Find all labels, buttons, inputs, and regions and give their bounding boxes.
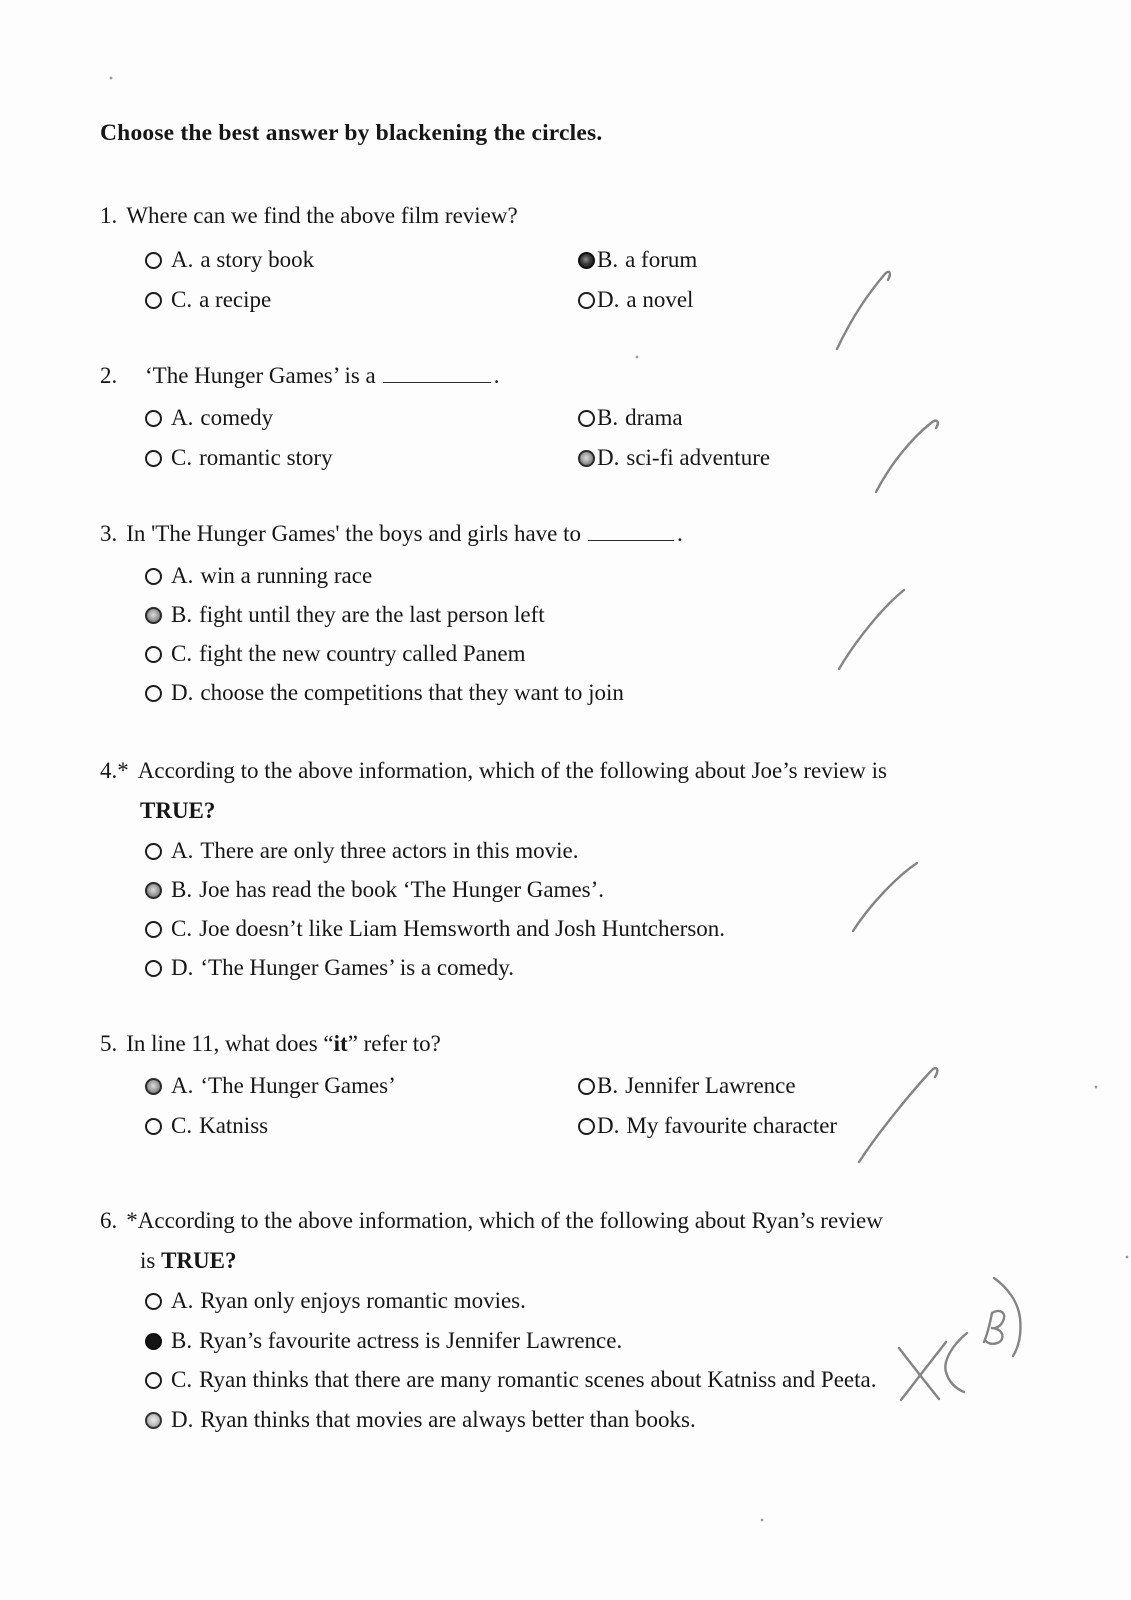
answer-bubble: [145, 843, 162, 860]
option-label: B.: [597, 405, 619, 430]
question-6-row-a: [100, 1285, 1131, 1317]
question-5-option-c: [145, 1113, 268, 1139]
question-4-row-a: [100, 835, 1131, 867]
option-label: C.: [171, 916, 193, 941]
answer-bubble: [145, 1078, 162, 1095]
option-label: C.: [171, 445, 193, 470]
answer-bubble: [145, 1412, 162, 1429]
option-text: Joe has read the book ‘The Hunger Games’.: [199, 877, 605, 902]
it-keyword: it: [333, 1031, 348, 1056]
question-6-option-b: [145, 1328, 622, 1354]
option-label: A.: [171, 247, 194, 272]
question-2-row-cd: [100, 442, 1131, 474]
option-text: drama: [625, 405, 683, 430]
answer-bubble: [145, 685, 162, 702]
option-text: comedy: [200, 405, 274, 430]
question-1-option-d: [578, 284, 693, 316]
question-4-option-b: [145, 877, 604, 903]
option-text: romantic story: [199, 445, 333, 470]
question-4-row-b: [100, 874, 1131, 906]
question-1-option-c: [145, 287, 271, 313]
answer-bubble: [145, 882, 162, 899]
question-4-row-d: [100, 952, 1131, 984]
option-text: win a running race: [200, 563, 373, 588]
question-3-option-a: [145, 563, 372, 589]
answer-bubble: [145, 607, 162, 624]
question-5-text-pre: In line 11, what does “: [126, 1031, 334, 1056]
question-3-number: 3.: [100, 521, 118, 546]
option-text: a recipe: [199, 287, 272, 312]
question-6-prompt-line1: [100, 1205, 883, 1237]
question-6-prompt-line2: [140, 1245, 237, 1277]
option-label: B.: [597, 247, 619, 272]
question-3-row-c: [100, 638, 1131, 670]
answer-bubble: [145, 450, 162, 467]
option-label: C.: [171, 641, 193, 666]
true-keyword: TRUE?: [140, 798, 216, 823]
option-text: Ryan’s favourite actress is Jennifer Lawrence.: [199, 1328, 623, 1353]
question-2-period: .: [493, 363, 500, 388]
option-label: B.: [171, 877, 193, 902]
option-label: D.: [171, 1407, 194, 1432]
blank-line: [588, 535, 674, 541]
option-text: fight the new country called Panem: [199, 641, 526, 666]
option-text: Katniss: [199, 1113, 269, 1138]
question-4-row-c: [100, 913, 1131, 945]
answer-bubble: [578, 252, 595, 269]
option-label: C.: [171, 1367, 193, 1392]
question-2-row-ab: [100, 402, 1131, 434]
question-1-prompt: [100, 200, 518, 232]
question-6-row-d: [100, 1404, 1131, 1436]
question-5-option-a: [145, 1073, 396, 1099]
question-5-option-b: [578, 1070, 796, 1102]
question-6-option-c: [145, 1367, 876, 1393]
question-2-option-a: [145, 405, 273, 431]
option-label: A.: [171, 405, 194, 430]
question-1-row-ab: [100, 244, 1131, 276]
question-2-text: ‘The Hunger Games’ is a: [145, 363, 376, 388]
option-label: A.: [171, 1288, 194, 1313]
scan-speck: [761, 1519, 764, 1522]
option-label: D.: [597, 445, 620, 470]
question-2-option-c: [145, 445, 333, 471]
option-label: D.: [171, 955, 194, 980]
option-text: There are only three actors in this movie.: [200, 838, 579, 863]
question-6-row-b: [100, 1325, 1131, 1357]
question-5-prompt: [100, 1028, 441, 1060]
option-text: a forum: [625, 247, 698, 272]
question-6-text-line2: is: [140, 1248, 162, 1273]
question-6-option-d: [145, 1407, 696, 1433]
option-text: Ryan only enjoys romantic movies.: [200, 1288, 526, 1313]
question-4-number: 4.*: [100, 758, 129, 783]
option-text: sci-fi adventure: [626, 445, 771, 470]
option-label: C.: [171, 287, 193, 312]
question-2-number: 2.: [100, 363, 118, 388]
option-label: D.: [597, 287, 620, 312]
option-text: Joe doesn’t like Liam Hemsworth and Josh Huntcherson.: [199, 916, 726, 941]
question-4-option-c: [145, 916, 725, 942]
answer-bubble: [145, 1293, 162, 1310]
question-2-option-b: [578, 402, 683, 434]
question-3-prompt: [100, 518, 683, 550]
answer-bubble: [145, 568, 162, 585]
question-6-text: *According to the above information, which of the following about Ryan’s review: [126, 1208, 883, 1233]
question-2-option-d: [578, 442, 770, 474]
option-text: choose the competitions that they want to join: [200, 680, 624, 705]
option-text: Jennifer Lawrence: [625, 1073, 796, 1098]
question-3-text: In 'The Hunger Games' the boys and girls have to: [126, 521, 582, 546]
question-3-option-c: [145, 641, 525, 667]
scan-speck: [1126, 1256, 1129, 1259]
question-6-row-c: [100, 1364, 1131, 1396]
question-2-prompt: [100, 360, 500, 392]
true-keyword: TRUE?: [161, 1248, 237, 1273]
question-3-row-a: [100, 560, 1131, 592]
answer-bubble: [578, 450, 595, 467]
option-text: a novel: [626, 287, 694, 312]
blank-line: [383, 377, 491, 383]
answer-bubble: [578, 1078, 595, 1095]
answer-bubble: [578, 410, 595, 427]
option-text: ‘The Hunger Games’ is a comedy.: [200, 955, 514, 980]
option-label: B.: [171, 602, 193, 627]
option-text: ‘The Hunger Games’: [200, 1073, 396, 1098]
question-6-option-a: [145, 1288, 526, 1314]
answer-bubble: [145, 646, 162, 663]
instruction-heading: Choose the best answer by blackening the circles.: [100, 120, 603, 146]
answer-bubble: [145, 1372, 162, 1389]
answer-bubble: [145, 921, 162, 938]
option-label: A.: [171, 1073, 194, 1098]
scan-speck: [636, 356, 639, 359]
question-1-text: Where can we find the above film review?: [126, 203, 518, 228]
option-label: D.: [597, 1113, 620, 1138]
option-label: C.: [171, 1113, 193, 1138]
option-label: D.: [171, 680, 194, 705]
option-label: A.: [171, 838, 194, 863]
question-5-text-post: ” refer to?: [347, 1031, 441, 1056]
question-5-option-d: [578, 1110, 837, 1142]
question-5-number: 5.: [100, 1031, 118, 1056]
question-3-row-b: [100, 599, 1131, 631]
answer-bubble: [578, 292, 595, 309]
question-4-prompt-line1: [100, 755, 887, 787]
answer-bubble: [145, 1118, 162, 1135]
question-4-option-d: [145, 955, 514, 981]
answer-bubble: [145, 410, 162, 427]
question-3-period: .: [677, 521, 683, 546]
question-4-prompt-line2: [140, 795, 215, 827]
question-6-number: 6.: [100, 1208, 118, 1233]
option-text: Ryan thinks that there are many romantic scenes about Katniss and Peeta.: [199, 1367, 877, 1392]
question-1-option-b: [578, 244, 697, 276]
answer-bubble: [145, 1333, 162, 1350]
question-3-option-d: [145, 680, 624, 706]
question-1-row-cd: [100, 284, 1131, 316]
question-3-row-d: [100, 677, 1131, 709]
option-text: a story book: [200, 247, 315, 272]
question-1-number: 1.: [100, 203, 118, 228]
answer-bubble: [578, 1118, 595, 1135]
option-text: Ryan thinks that movies are always better than books.: [200, 1407, 696, 1432]
answer-bubble: [145, 292, 162, 309]
question-1-option-a: [145, 247, 314, 273]
question-5-row-ab: [100, 1070, 1131, 1102]
scan-speck: [110, 77, 113, 80]
answer-bubble: [145, 252, 162, 269]
option-label: A.: [171, 563, 194, 588]
question-4-text: According to the above information, which of the following about Joe’s review is: [137, 758, 887, 783]
option-label: B.: [171, 1328, 193, 1353]
question-5-row-cd: [100, 1110, 1131, 1142]
question-3-option-b: [145, 602, 545, 628]
option-text: My favourite character: [626, 1113, 838, 1138]
option-text: fight until they are the last person left: [199, 602, 545, 627]
question-4-option-a: [145, 838, 578, 864]
answer-bubble: [145, 960, 162, 977]
option-label: B.: [597, 1073, 619, 1098]
